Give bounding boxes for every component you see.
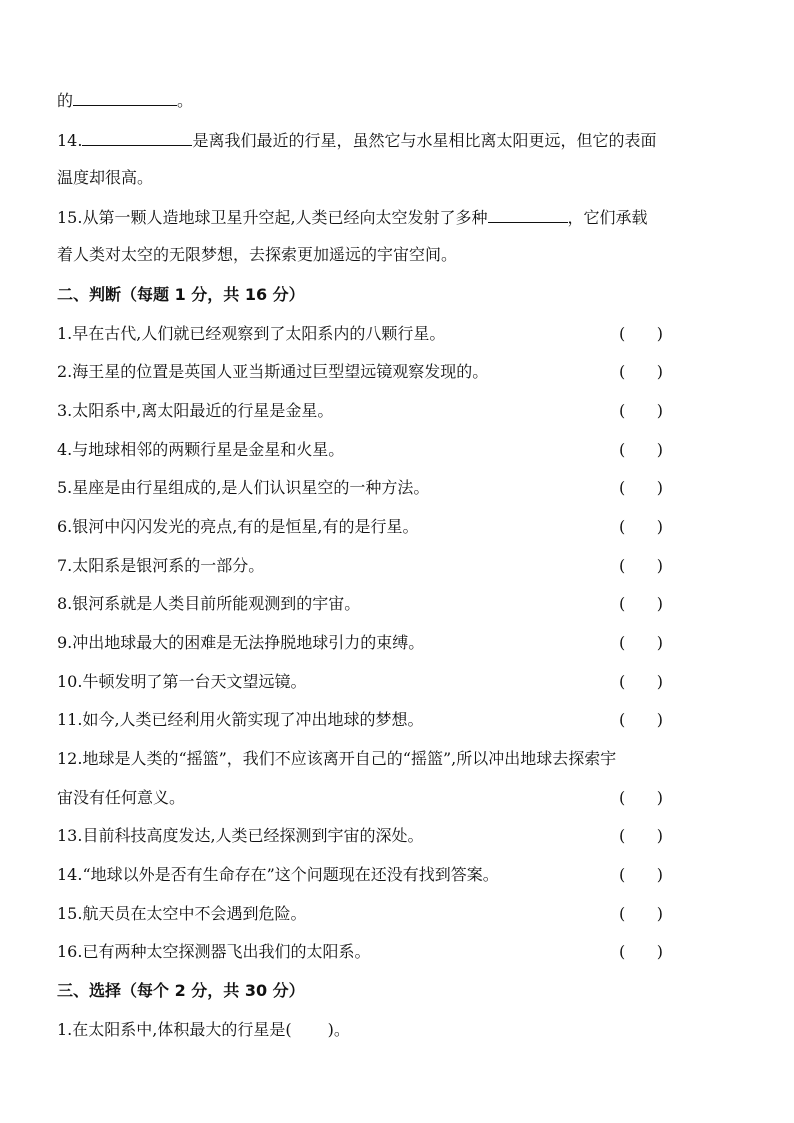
tf-answer-7[interactable]: ( ) <box>619 556 663 575</box>
mc-question-1 <box>57 1018 747 1042</box>
q13-prefix: 的 <box>57 91 74 110</box>
tf-item-10: 10.牛顿发明了第一台天文望远镜。 <box>57 672 307 691</box>
q14-text: 是离我们最近的行星，虽然它与水星相比离太阳更远，但它的表面 <box>192 131 657 150</box>
q13-suffix: 。 <box>177 91 194 110</box>
q15-line2: 着人类对太空的无限梦想，去探索更加遥远的宇宙空间。 <box>57 245 458 264</box>
tf-answer-12[interactable]: ( ) <box>619 788 663 807</box>
tf-answer-5[interactable]: ( ) <box>619 478 663 497</box>
tf-answer-15[interactable]: ( ) <box>619 904 663 923</box>
q15-blank[interactable] <box>488 205 568 223</box>
tf-answer-14[interactable]: ( ) <box>619 865 663 884</box>
tf-item-5: 5.星座是由行星组成的,是人们认识星空的一种方法。 <box>57 478 430 497</box>
tf-answer-4[interactable]: ( ) <box>619 440 663 459</box>
tf-item-12-cont: 宙没有任何意义。 <box>57 788 186 807</box>
tf-item-4: 4.与地球相邻的两颗行星是金星和火星。 <box>57 440 345 459</box>
q14-line1 <box>57 128 747 153</box>
tf-item-13: 13.目前科技高度发达,人类已经探测到宇宙的深处。 <box>57 826 424 845</box>
q15-line1 <box>57 205 747 230</box>
q14-blank[interactable] <box>82 128 192 146</box>
tf-answer-13[interactable]: ( ) <box>619 826 663 845</box>
tf-item-1: 1.早在古代,人们就已经观察到了太阳系内的八颗行星。 <box>57 324 446 343</box>
tf-item-9: 9.冲出地球最大的困难是无法挣脱地球引力的束缚。 <box>57 633 425 652</box>
tf-item-2: 2.海王星的位置是英国人亚当斯通过巨型望远镜观察发现的。 <box>57 362 489 381</box>
tf-answer-1[interactable]: ( ) <box>619 324 663 343</box>
tf-answer-11[interactable]: ( ) <box>619 710 663 729</box>
tf-answer-3[interactable]: ( ) <box>619 401 663 420</box>
tf-answer-8[interactable]: ( ) <box>619 594 663 613</box>
tf-item-8: 8.银河系就是人类目前所能观测到的宇宙。 <box>57 594 361 613</box>
q13-continuation <box>57 88 747 113</box>
tf-item-3: 3.太阳系中,离太阳最近的行星是金星。 <box>57 401 334 420</box>
mc-q1-text: 1.在太阳系中,体积最大的行星是( <box>57 1020 292 1039</box>
tf-item-16: 16.已有两种太空探测器飞出我们的太阳系。 <box>57 942 371 961</box>
mc-q1-suffix: )。 <box>327 1020 350 1039</box>
q14-line2: 温度却很高。 <box>57 168 154 187</box>
tf-item-12: 12.地球是人类的“摇篮”，我们不应该离开自己的“摇篮”,所以冲出地球去探索宇 <box>57 749 617 768</box>
tf-item-11: 11.如今,人类已经利用火箭实现了冲出地球的梦想。 <box>57 710 424 729</box>
tf-answer-16[interactable]: ( ) <box>619 942 663 961</box>
q13-blank[interactable] <box>73 88 177 106</box>
tf-answer-6[interactable]: ( ) <box>619 517 663 536</box>
q15-suffix: ，它们承载 <box>567 208 648 227</box>
section3-heading: 三、选择（每个 2 分，共 30 分） <box>57 981 305 1000</box>
tf-answer-10[interactable]: ( ) <box>619 672 663 691</box>
tf-item-14: 14.“地球以外是否有生命存在”这个问题现在还没有找到答案。 <box>57 865 499 884</box>
q15-text: 15.从第一颗人造地球卫星升空起,人类已经向太空发射了多种 <box>57 208 488 227</box>
tf-item-7: 7.太阳系是银河系的一部分。 <box>57 556 265 575</box>
q14-number: 14. <box>57 131 83 150</box>
tf-item-15: 15.航天员在太空中不会遇到危险。 <box>57 904 307 923</box>
tf-item-6: 6.银河中闪闪发光的亮点,有的是恒星,有的是行星。 <box>57 517 419 536</box>
tf-answer-2[interactable]: ( ) <box>619 362 663 381</box>
section2-heading: 二、判断（每题 1 分，共 16 分） <box>57 285 305 304</box>
tf-answer-9[interactable]: ( ) <box>619 633 663 652</box>
